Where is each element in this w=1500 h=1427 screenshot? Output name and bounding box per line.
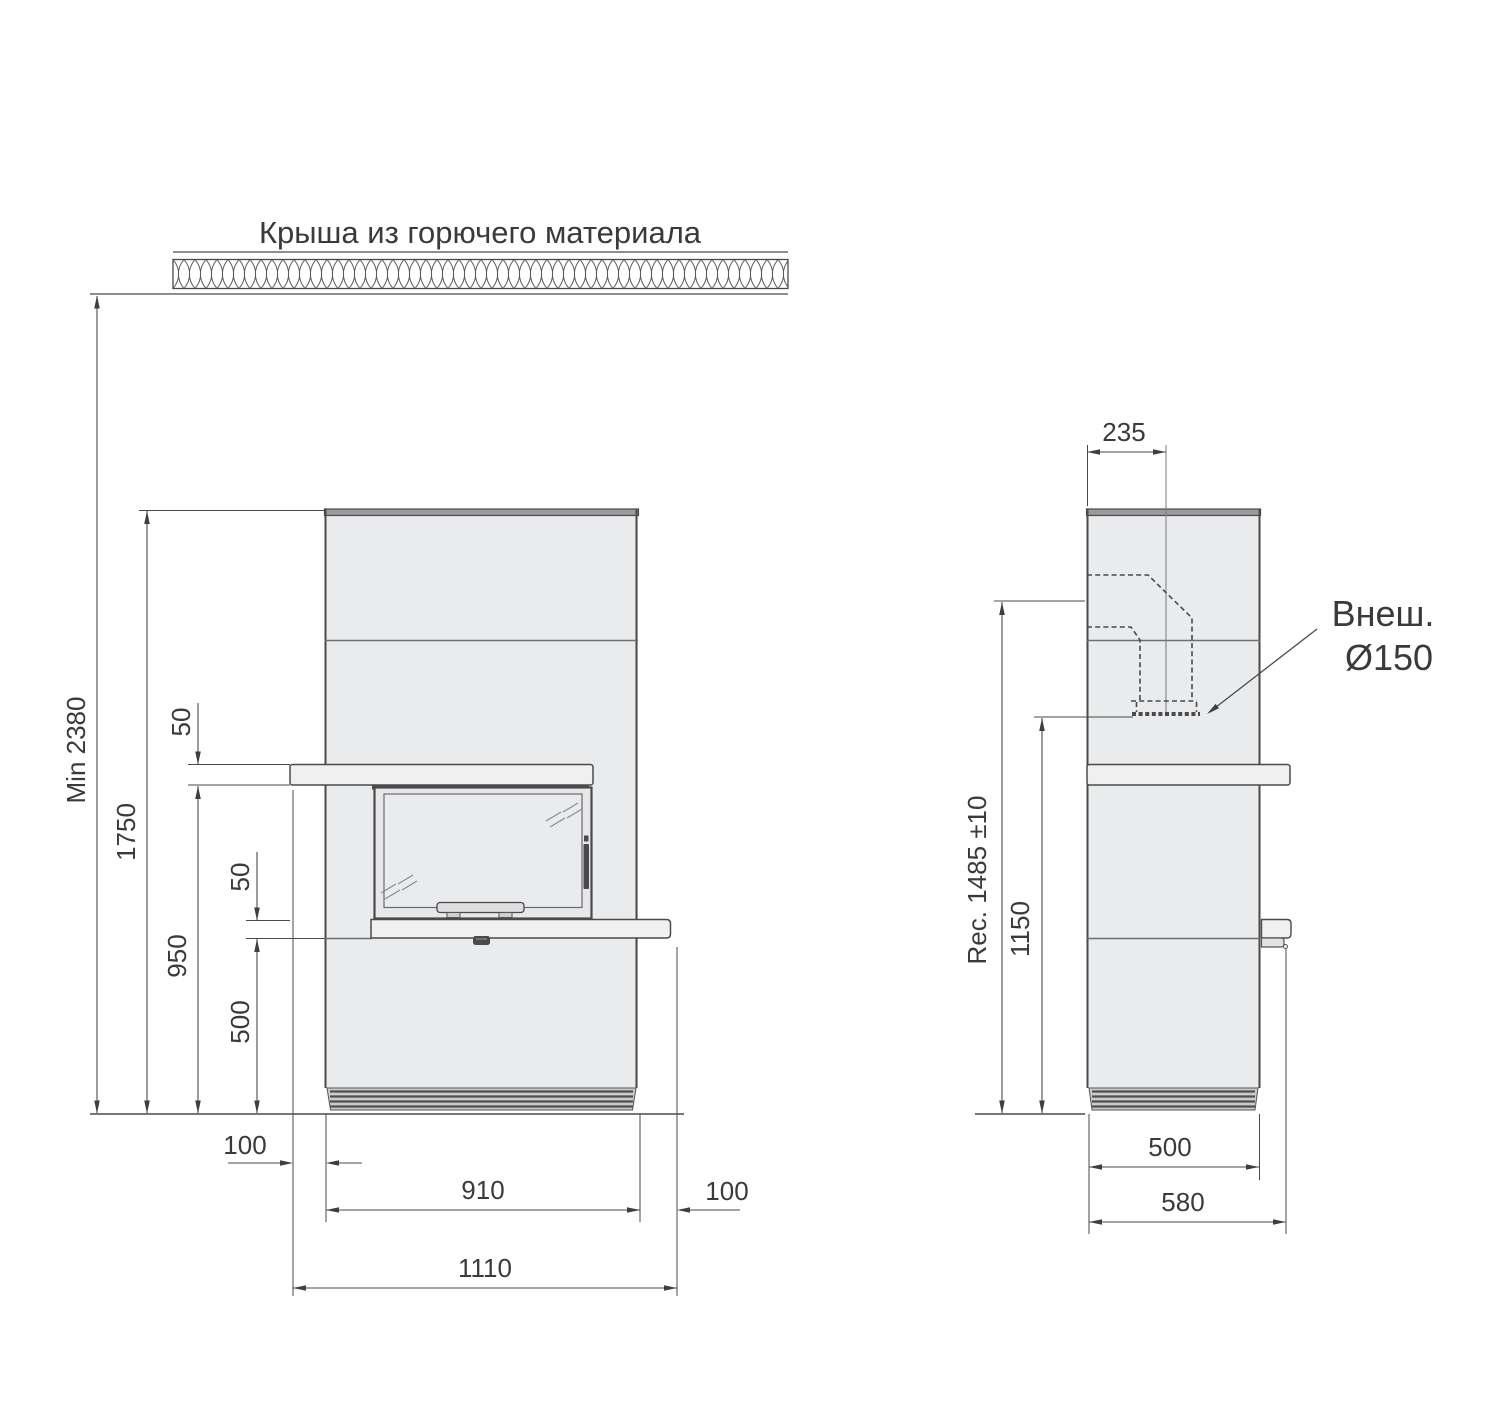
door-latch-nub xyxy=(584,836,589,842)
door-glass xyxy=(384,794,582,908)
dim-base-width-label: 910 xyxy=(461,1175,505,1205)
dim-shelf-thickness-label: 50 xyxy=(166,707,196,737)
rail-foot-right xyxy=(499,913,512,918)
side-top-shelf xyxy=(1087,765,1290,786)
dim-clearance-right-label: 100 xyxy=(705,1176,749,1206)
door-handle xyxy=(584,844,590,889)
front-bench-shelf xyxy=(371,920,671,939)
dim-body-depth-label: 500 xyxy=(1148,1132,1192,1162)
front-top-shelf xyxy=(290,765,593,786)
dim-outlet-height-label: 1150 xyxy=(1005,901,1035,957)
roof-assembly xyxy=(90,215,788,294)
dim-bench-thickness-label: 50 xyxy=(225,862,255,892)
dim-total-depth-label: 580 xyxy=(1161,1187,1205,1217)
dim-flue-offset-label: 235 xyxy=(1102,417,1146,447)
dim-min-total-height-label: Min 2380 xyxy=(61,696,91,804)
side-body xyxy=(1087,509,1260,1088)
bench-latch xyxy=(473,936,490,945)
dim-bench-underside-label: 500 xyxy=(225,1000,255,1044)
front-top-frame xyxy=(325,509,639,516)
dim-clearance-left-label: 100 xyxy=(223,1130,267,1160)
dim-shelf-underside-label: 950 xyxy=(162,934,192,978)
dim-unit-height-label: 1750 xyxy=(111,803,141,861)
dim-total-width-label: 1110 xyxy=(458,1253,512,1283)
roof-material-label: Крыша из горючего материала xyxy=(258,215,702,250)
insulation-hatch-band xyxy=(173,260,788,289)
side-view xyxy=(1087,445,1292,1110)
side-top-frame xyxy=(1087,509,1261,516)
side-bench-stub xyxy=(1262,920,1292,939)
dim-rec-height-label: Rec. 1485 ±10 xyxy=(962,795,992,965)
door-bottom-rail xyxy=(437,903,524,913)
flue-outer-diameter-label-line2: Ø150 xyxy=(1344,637,1434,678)
side-bench-knob xyxy=(1284,945,1288,949)
side-bench-lip xyxy=(1262,938,1285,947)
front-view xyxy=(290,509,671,1110)
flue-outer-diameter-label-line1: Внеш. xyxy=(1331,593,1435,634)
rail-foot-left xyxy=(447,913,460,918)
